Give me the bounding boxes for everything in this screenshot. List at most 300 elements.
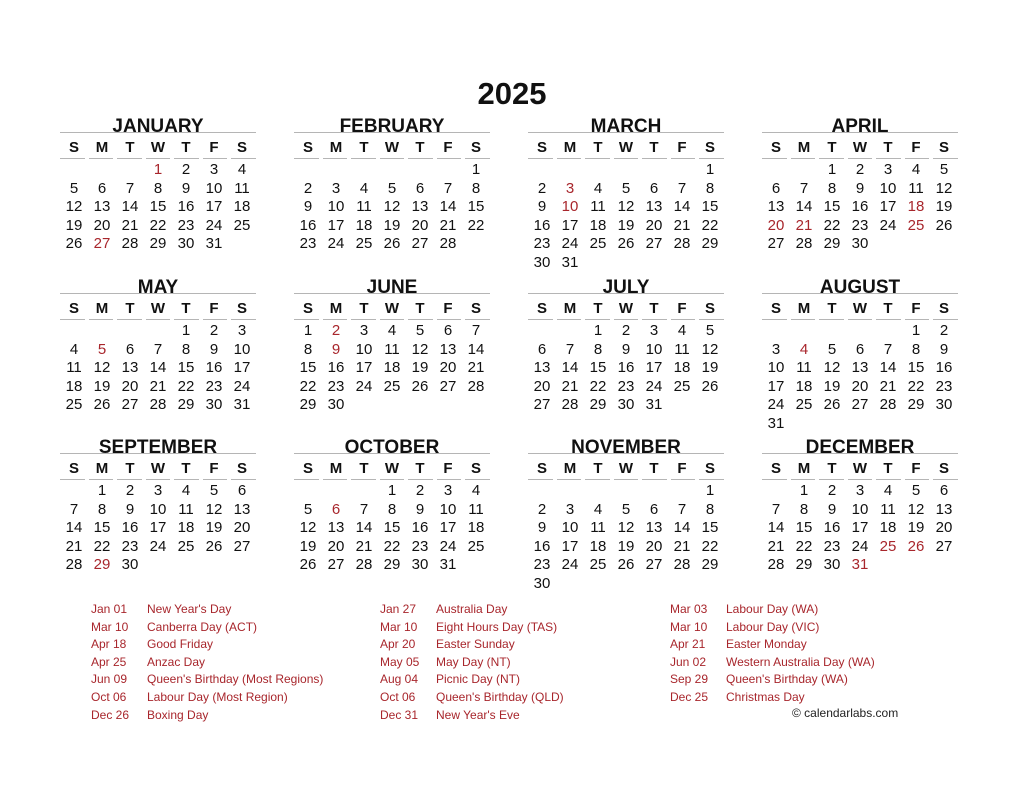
month-name: MAY (60, 277, 256, 298)
day-cell: 27 (645, 235, 663, 253)
weekday-header: T (359, 300, 369, 317)
day-cell: 9 (415, 500, 425, 518)
day-cell: 6 (855, 340, 865, 358)
day-cell: 13 (645, 519, 663, 537)
day-cell: 4 (883, 482, 893, 499)
weekday-header: S (536, 139, 547, 156)
day-cell: 25 (355, 235, 373, 253)
weekday-header: S (470, 460, 481, 477)
day-cell: 27 (327, 556, 345, 574)
empty-cell (116, 161, 144, 180)
day-cell: 11 (178, 500, 194, 518)
day-cell: 23 (299, 235, 317, 253)
weekday-header: T (181, 460, 191, 477)
day-cell: 22 (467, 216, 485, 234)
day-cell: 30 (327, 396, 345, 414)
day-cell: 1 (911, 322, 921, 339)
day-cell: 2 (827, 482, 837, 499)
day-cell: 11 (908, 179, 924, 197)
day-cell: 15 (701, 198, 719, 216)
day-cell: 7 (771, 500, 781, 518)
empty-cell (790, 322, 818, 341)
holiday-item (380, 707, 564, 725)
day-grid (762, 322, 958, 434)
month-march (528, 116, 724, 273)
day-cell: 12 (701, 340, 719, 358)
day-cell: 25 (65, 396, 83, 414)
day-cell: 13 (233, 500, 251, 518)
day-grid (762, 482, 958, 575)
day-cell: 14 (673, 519, 691, 537)
day-cell: 14 (795, 198, 813, 216)
day-cell: 11 (880, 500, 896, 518)
month-name: JULY (528, 277, 724, 298)
day-cell: 22 (589, 377, 607, 395)
holiday-day-cell: 10 (561, 198, 579, 216)
day-cell: 26 (383, 235, 401, 253)
day-cell: 9 (209, 340, 219, 358)
holiday-item (91, 601, 257, 619)
day-cell: 30 (617, 396, 635, 414)
day-cell: 11 (356, 198, 372, 216)
day-cell: 15 (907, 359, 925, 377)
day-cell: 10 (561, 519, 579, 537)
weekday-header: M (95, 300, 109, 317)
weekday-header: M (329, 300, 343, 317)
empty-cell (874, 322, 902, 341)
month-name: FEBRUARY (294, 116, 490, 137)
month-name: JANUARY (60, 116, 256, 137)
empty-cell (60, 482, 88, 501)
day-cell: 24 (645, 377, 663, 395)
day-cell: 23 (823, 537, 841, 555)
month-november (528, 437, 724, 594)
day-cell: 31 (645, 396, 663, 414)
day-cell: 19 (411, 359, 429, 377)
day-cell: 7 (443, 179, 453, 197)
month-name: APRIL (762, 116, 958, 137)
weekday-header: S (470, 300, 481, 317)
day-cell: 21 (439, 216, 457, 234)
day-cell: 28 (561, 396, 579, 414)
empty-cell (668, 161, 696, 180)
day-cell: 19 (701, 359, 719, 377)
day-cell: 22 (93, 537, 111, 555)
day-cell: 17 (767, 377, 785, 395)
day-cell: 27 (645, 556, 663, 574)
day-cell: 25 (795, 396, 813, 414)
weekday-header: M (95, 460, 109, 477)
day-cell: 1 (471, 161, 481, 178)
day-cell: 16 (205, 359, 223, 377)
day-cell: 20 (233, 519, 251, 537)
day-cell: 20 (533, 377, 551, 395)
empty-cell (322, 482, 350, 501)
day-cell: 14 (561, 359, 579, 377)
day-cell: 5 (827, 340, 837, 358)
empty-cell (434, 161, 462, 180)
day-cell: 27 (233, 537, 251, 555)
day-cell: 8 (593, 340, 603, 358)
holiday-date: Jan 01 (91, 602, 128, 616)
day-cell: 26 (823, 396, 841, 414)
day-cell: 20 (411, 216, 429, 234)
empty-cell (528, 322, 556, 341)
empty-cell (378, 161, 406, 180)
holiday-item (670, 671, 875, 689)
weekday-header: T (827, 300, 837, 317)
holiday-day-cell: 26 (907, 537, 925, 555)
day-cell: 23 (121, 537, 139, 555)
day-cell: 28 (767, 556, 785, 574)
holiday-day-cell: 9 (331, 340, 341, 358)
holiday-item (670, 689, 875, 707)
day-grid (60, 161, 256, 254)
day-cell: 21 (121, 216, 139, 234)
day-cell: 6 (443, 322, 453, 339)
holiday-name: Australia Day (436, 602, 508, 616)
day-cell: 19 (299, 537, 317, 555)
day-cell: 4 (911, 161, 921, 178)
day-cell: 3 (359, 322, 369, 339)
day-cell: 18 (795, 377, 813, 395)
holiday-name: Boxing Day (147, 707, 209, 722)
day-cell: 4 (181, 482, 191, 499)
day-cell: 16 (533, 537, 551, 555)
day-cell: 9 (827, 500, 837, 518)
empty-cell (818, 322, 846, 341)
day-cell: 11 (590, 519, 606, 537)
day-cell: 25 (233, 216, 251, 234)
weekday-header: S (704, 300, 715, 317)
day-cell: 25 (177, 537, 195, 555)
month-september (60, 437, 256, 575)
month-april (762, 116, 958, 254)
day-cell: 22 (149, 216, 167, 234)
day-cell: 9 (855, 179, 865, 197)
empty-cell (846, 322, 874, 341)
weekday-divider (60, 158, 256, 159)
month-july (528, 277, 724, 415)
weekday-header: W (150, 139, 166, 156)
holiday-date: Apr 20 (380, 637, 416, 652)
empty-cell (528, 482, 556, 501)
day-cell: 4 (359, 179, 369, 197)
day-cell: 16 (533, 216, 551, 234)
day-cell: 2 (621, 322, 631, 339)
day-cell: 19 (823, 377, 841, 395)
holiday-item (670, 619, 875, 637)
day-cell: 27 (411, 235, 429, 253)
day-cell: 15 (795, 519, 813, 537)
weekday-header: S (68, 300, 79, 317)
day-cell: 2 (855, 161, 865, 178)
holiday-item (670, 636, 875, 654)
day-cell: 20 (93, 216, 111, 234)
day-cell: 2 (181, 161, 191, 178)
weekday-header: M (797, 460, 811, 477)
weekday-header: F (209, 139, 219, 156)
day-cell: 5 (415, 322, 425, 339)
holiday-item (380, 619, 564, 637)
weekday-header: S (302, 300, 313, 317)
day-cell: 5 (621, 179, 631, 197)
day-cell: 13 (327, 519, 345, 537)
day-cell: 4 (677, 322, 687, 339)
day-cell: 27 (851, 396, 869, 414)
empty-cell (350, 161, 378, 180)
day-cell: 14 (879, 359, 897, 377)
day-cell: 9 (181, 179, 191, 197)
weekday-header: T (415, 460, 425, 477)
empty-cell (60, 322, 88, 341)
holiday-item (91, 671, 324, 689)
day-cell: 6 (125, 340, 135, 358)
day-cell: 17 (355, 359, 373, 377)
weekday-header: T (827, 139, 837, 156)
day-cell: 14 (149, 359, 167, 377)
empty-cell (762, 482, 790, 501)
day-cell: 22 (701, 537, 719, 555)
day-cell: 2 (209, 322, 219, 339)
weekday-header-row (294, 460, 490, 478)
day-cell: 11 (796, 359, 812, 377)
holiday-date: Mar 10 (380, 619, 418, 634)
holiday-item (380, 689, 564, 707)
day-cell: 15 (299, 359, 317, 377)
holiday-name: Queen's Birthday (QLD) (436, 689, 564, 704)
holiday-day-cell: 27 (93, 235, 111, 253)
day-cell: 28 (879, 396, 897, 414)
holiday-item (380, 671, 564, 689)
day-cell: 14 (673, 198, 691, 216)
weekday-header: S (704, 139, 715, 156)
day-cell: 21 (673, 537, 691, 555)
day-cell: 24 (233, 377, 251, 395)
day-cell: 19 (205, 519, 223, 537)
day-cell: 5 (621, 500, 631, 518)
day-cell: 6 (97, 179, 107, 197)
day-cell: 21 (355, 537, 373, 555)
day-cell: 22 (177, 377, 195, 395)
day-cell: 17 (205, 198, 223, 216)
day-cell: 31 (767, 414, 785, 432)
day-cell: 7 (153, 340, 163, 358)
weekday-header: T (181, 139, 191, 156)
day-cell: 8 (911, 340, 921, 358)
day-cell: 18 (467, 519, 485, 537)
day-cell: 2 (939, 322, 949, 339)
day-cell: 29 (177, 396, 195, 414)
day-cell: 8 (471, 179, 481, 197)
weekday-header-row (60, 460, 256, 478)
day-cell: 5 (69, 179, 79, 197)
holiday-item (91, 689, 288, 707)
day-cell: 24 (439, 537, 457, 555)
day-cell: 23 (411, 537, 429, 555)
day-cell: 28 (467, 377, 485, 395)
day-grid (294, 482, 490, 575)
day-cell: 29 (299, 396, 317, 414)
day-cell: 2 (303, 179, 313, 197)
day-cell: 7 (799, 179, 809, 197)
day-cell: 15 (93, 519, 111, 537)
weekday-header: W (384, 139, 400, 156)
day-cell: 28 (673, 235, 691, 253)
empty-cell (668, 482, 696, 501)
day-cell: 18 (673, 359, 691, 377)
day-cell: 7 (677, 179, 687, 197)
empty-cell (556, 482, 584, 501)
day-cell: 24 (767, 396, 785, 414)
weekday-header: T (359, 460, 369, 477)
day-cell: 27 (439, 377, 457, 395)
holiday-name: Western Australia Day (WA) (726, 654, 875, 669)
day-cell: 7 (69, 500, 79, 518)
weekday-header: F (443, 460, 453, 477)
month-january (60, 116, 256, 254)
weekday-divider (294, 479, 490, 480)
day-cell: 1 (705, 482, 715, 499)
day-cell: 7 (565, 340, 575, 358)
weekday-header: T (883, 139, 893, 156)
day-cell: 14 (439, 198, 457, 216)
day-grid (528, 482, 724, 594)
weekday-header: T (593, 139, 603, 156)
weekday-divider (762, 319, 958, 320)
day-cell: 24 (879, 216, 897, 234)
weekday-header-row (762, 139, 958, 157)
day-cell: 26 (701, 377, 719, 395)
empty-cell (60, 161, 88, 180)
day-cell: 5 (911, 482, 921, 499)
month-february (294, 116, 490, 254)
day-cell: 12 (617, 198, 635, 216)
empty-cell (88, 322, 116, 341)
weekday-header: T (593, 300, 603, 317)
day-cell: 13 (767, 198, 785, 216)
empty-cell (612, 161, 640, 180)
day-cell: 10 (233, 340, 251, 358)
day-cell: 4 (593, 500, 603, 518)
day-cell: 18 (383, 359, 401, 377)
day-cell: 28 (795, 235, 813, 253)
day-cell: 24 (355, 377, 373, 395)
day-cell: 17 (233, 359, 251, 377)
weekday-header: T (883, 300, 893, 317)
day-cell: 5 (303, 500, 313, 518)
month-name: JUNE (294, 277, 490, 298)
weekday-header: S (938, 139, 949, 156)
weekday-header-row (294, 300, 490, 318)
holiday-item (380, 601, 564, 619)
day-cell: 12 (383, 198, 401, 216)
weekday-header: S (236, 139, 247, 156)
holiday-item (91, 654, 257, 672)
month-june (294, 277, 490, 415)
day-cell: 13 (411, 198, 429, 216)
day-cell: 19 (65, 216, 83, 234)
day-cell: 10 (767, 359, 785, 377)
day-cell: 23 (935, 377, 953, 395)
day-cell: 12 (907, 500, 925, 518)
weekday-header: M (563, 460, 577, 477)
day-cell: 30 (533, 574, 551, 592)
weekday-header: T (415, 300, 425, 317)
weekday-header: W (384, 460, 400, 477)
day-cell: 27 (935, 537, 953, 555)
day-cell: 16 (411, 519, 429, 537)
day-cell: 18 (177, 519, 195, 537)
day-cell: 15 (177, 359, 195, 377)
weekday-header: T (125, 460, 135, 477)
day-cell: 31 (439, 556, 457, 574)
day-cell: 4 (471, 482, 481, 499)
holiday-name: Queen's Birthday (Most Regions) (147, 672, 324, 687)
empty-cell (640, 161, 668, 180)
month-december (762, 437, 958, 575)
day-cell: 9 (537, 519, 547, 537)
day-cell: 21 (65, 537, 83, 555)
empty-cell (612, 482, 640, 501)
holiday-date: Mar 10 (91, 619, 129, 634)
day-cell: 3 (153, 482, 163, 499)
day-cell: 7 (677, 500, 687, 518)
weekday-header: S (770, 300, 781, 317)
day-cell: 5 (705, 322, 715, 339)
day-cell: 3 (331, 179, 341, 197)
day-cell: 21 (673, 216, 691, 234)
weekday-header: F (209, 300, 219, 317)
day-cell: 5 (939, 161, 949, 178)
day-cell: 9 (125, 500, 135, 518)
day-cell: 28 (439, 235, 457, 253)
day-cell: 1 (593, 322, 603, 339)
day-cell: 22 (823, 216, 841, 234)
empty-cell (762, 322, 790, 341)
weekday-divider (528, 319, 724, 320)
weekday-header: S (302, 460, 313, 477)
weekday-header: S (770, 460, 781, 477)
holiday-date: Mar 10 (670, 619, 708, 634)
day-cell: 3 (883, 161, 893, 178)
day-cell: 10 (645, 340, 663, 358)
day-cell: 5 (209, 482, 219, 499)
weekday-header: W (618, 139, 634, 156)
day-cell: 31 (561, 253, 579, 271)
day-cell: 8 (705, 500, 715, 518)
weekday-header: F (677, 460, 687, 477)
empty-cell (556, 322, 584, 341)
weekday-header: F (911, 139, 921, 156)
day-cell: 1 (799, 482, 809, 499)
weekday-header: W (150, 460, 166, 477)
month-october (294, 437, 490, 575)
day-cell: 10 (149, 500, 167, 518)
day-cell: 17 (327, 216, 345, 234)
weekday-header: T (415, 139, 425, 156)
day-grid (60, 482, 256, 575)
day-grid (60, 322, 256, 415)
day-cell: 11 (234, 179, 250, 197)
day-cell: 21 (879, 377, 897, 395)
day-cell: 6 (939, 482, 949, 499)
day-cell: 20 (851, 377, 869, 395)
holiday-day-cell: 6 (331, 500, 341, 518)
holiday-name: Christmas Day (726, 689, 805, 704)
holiday-name: Labour Day (WA) (726, 602, 819, 616)
day-cell: 25 (589, 235, 607, 253)
